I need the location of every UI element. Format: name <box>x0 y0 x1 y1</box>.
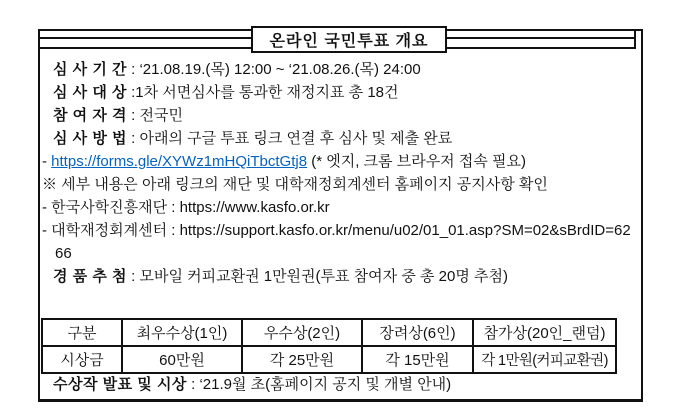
announcement-label: 수상작 발표 및 시상 <box>53 376 187 393</box>
prize-table-header-row <box>42 319 616 346</box>
review-target-label: 심 사 대 상 <box>53 84 127 101</box>
table-cell-prize-money-label: 시상금 <box>42 346 122 373</box>
review-period-line <box>42 58 635 81</box>
kasfo-url-line: - 한국사학진흥재단 : https://www.kasfo.or.kr <box>42 199 330 216</box>
review-method-value: : 아래의 구글 투표 링크 연결 후 심사 및 제출 완료 <box>126 130 453 147</box>
url-continuation-line: 66 <box>55 245 72 262</box>
review-period-value: : ‘21.08.19.(목) 12:00 ~ ‘21.08.26.(목) 24:00 <box>126 61 421 78</box>
google-form-link[interactable]: https://forms.gle/XYWz1mHQiTbctGtj8 <box>51 153 308 170</box>
table-cell-encouragement-amount: 각 15만원 <box>362 346 473 373</box>
table-header-encouragement-prize: 장려상(6인) <box>362 319 473 346</box>
detail-notice-line: ※ 세부 내용은 아래 링크의 재단 및 대학재정회계센터 홈페이지 공지사항 확인 <box>42 176 548 193</box>
table-cell-grand-amount: 60만원 <box>122 346 242 373</box>
support-center-url-line: - 대학재정회계센터 : https://support.kasfo.or.kr/menu/u02/01_01.asp?SM=02&sBrdID=62 <box>42 222 631 239</box>
table-header-excellence-prize: 우수상(2인) <box>242 319 362 346</box>
vote-link-prefix: - <box>42 153 52 170</box>
vote-link-line <box>42 150 635 173</box>
body-text <box>40 31 641 288</box>
vote-link-suffix: (* 엣지, 크롬 브라우저 접속 필요) <box>307 153 526 170</box>
table-cell-participation-amount: 각 1만원(커피교환권) <box>473 346 616 373</box>
review-period-label: 심 사 기 간 <box>53 61 127 78</box>
review-target-line <box>42 81 635 104</box>
announcement-line <box>40 374 451 396</box>
review-method-label: 심 사 방 법 <box>53 130 127 147</box>
eligibility-label: 참 여 자 격 <box>53 107 127 124</box>
table-header-participation-prize: 참가상(20인_랜덤) <box>473 319 616 346</box>
prize-table <box>41 318 617 374</box>
table-cell-excellence-amount: 각 25만원 <box>242 346 362 373</box>
eligibility-line <box>42 104 635 127</box>
review-method-line <box>42 127 635 150</box>
prize-table-value-row <box>42 346 616 373</box>
prize-draw-label: 경 품 추 첨 <box>53 268 127 285</box>
table-header-grand-prize: 최우수상(1인) <box>122 319 242 346</box>
announcement-value: : ‘21.9월 초(홈페이지 공지 및 개별 안내) <box>186 376 452 393</box>
document-content-box <box>38 29 643 402</box>
page-title: 온라인 국민투표 개요 <box>269 33 429 50</box>
title-box <box>251 26 447 53</box>
table-header-category: 구분 <box>42 319 122 346</box>
eligibility-value: : 전국민 <box>126 107 183 124</box>
review-target-value: :1차 서면심사를 통과한 재정지표 총 18건 <box>126 84 399 101</box>
prize-draw-value: : 모바일 커피교환권 1만원권(투표 참여자 중 총 20명 추첨) <box>126 268 508 285</box>
prize-draw-line <box>42 265 635 288</box>
